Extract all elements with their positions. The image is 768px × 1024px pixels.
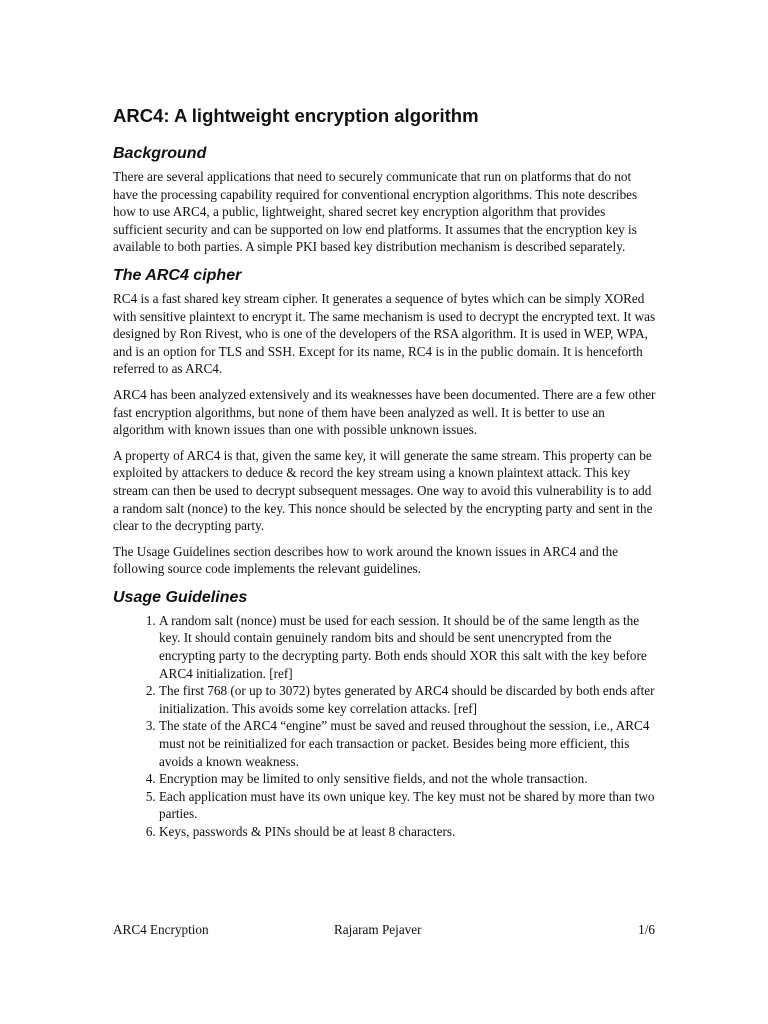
cipher-paragraph-2: ARC4 has been analyzed extensively and its weaknesses have been documented. There are a few other fast encryption algorithms, but none of them have been analyzed as well. It is better to use an algorithm with known issues than one with possible unknown issues.	[113, 386, 656, 438]
background-heading: Background	[113, 145, 207, 162]
cipher-paragraph-3: A property of ARC4 is that, given the same key, it will generate the same stream. This property can be exploited by attackers to deduce & record the key stream using a known plaintext attack. This key stream can then be used to decrypt subsequent messages. One way to avoid this vulnerability is to add a random salt (nonce) to the key. This nonce should be selected by the encrypting party and sent in the clear to the decrypting party.	[113, 447, 653, 534]
guideline-item-6: 6. Keys, passwords & PINs should be at least 8 characters.	[159, 823, 658, 841]
guideline-item-5: 5. Each application must have its own unique key. The key must not be shared by more than two parties.	[159, 788, 658, 823]
document-page	[113, 104, 658, 841]
cipher-paragraph-1: RC4 is a fast shared key stream cipher. It generates a sequence of bytes which can be simply XORed with sensitive plaintext to encrypt it. The same mechanism is used to decrypt the encrypted text. It was designed by Ron Rivest, who is one of the developers of the RSA algorithm. It is used in WEP, WPA, and is an option for TLS and SSH. Except for its name, RC4 is in the public domain. It is henceforth referred to as ARC4.	[113, 290, 656, 377]
cipher-heading: The ARC4 cipher	[113, 266, 242, 284]
footer-page-number: 1/6	[638, 922, 655, 937]
cipher-paragraph-4: The Usage Guidelines section describes how to work around the known issues in ARC4 and the following source code implements the relevant guidelines.	[113, 543, 619, 577]
page-footer	[113, 921, 655, 939]
guideline-item-3: 3. The state of the ARC4 “engine” must be saved and reused throughout the session, i.e., ARC4 must not be reinitialized for each transaction or packet. Besides being more efficient, this avoids a known weakness.	[159, 717, 658, 770]
guideline-item-1: 1. A random salt (nonce) must be used for each session. It should be of the same length as the key. It should contain genuinely random bits and should be sent unencrypted from the encrypting party to the decrypting party. Both ends should XOR this salt with the key before ARC4 initialization. [ref]	[159, 612, 658, 682]
usage-heading: Usage Guidelines	[113, 588, 248, 606]
cipher-section	[113, 266, 658, 578]
footer-document-name: ARC4 Encryption	[113, 922, 209, 937]
background-section	[113, 144, 658, 256]
background-paragraph: There are several applications that need to securely communicate that run on platforms that do not have the processing capability required for conventional encryption algorithms. This note describes how to use ARC4, a public, lightweight, shared secret key encryption algorithm that provides sufficient security and can be supported on low end platforms. It assumes that the encryption key is available to both parties. A simple PKI based key distribution mechanism is described separately.	[113, 169, 638, 255]
guideline-item-2: 2. The first 768 (or up to 3072) bytes generated by ARC4 should be discarded by both ends after initialization. This avoids some key correlation attacks. [ref]	[159, 682, 658, 717]
usage-guidelines-list	[113, 612, 658, 841]
document-title: ARC4: A lightweight encryption algorithm	[113, 105, 479, 126]
usage-section	[113, 588, 658, 841]
footer-author: Rajaram Pejaver	[334, 922, 422, 937]
guideline-item-4: 4. Encryption may be limited to only sensitive fields, and not the whole transaction.	[159, 770, 658, 788]
